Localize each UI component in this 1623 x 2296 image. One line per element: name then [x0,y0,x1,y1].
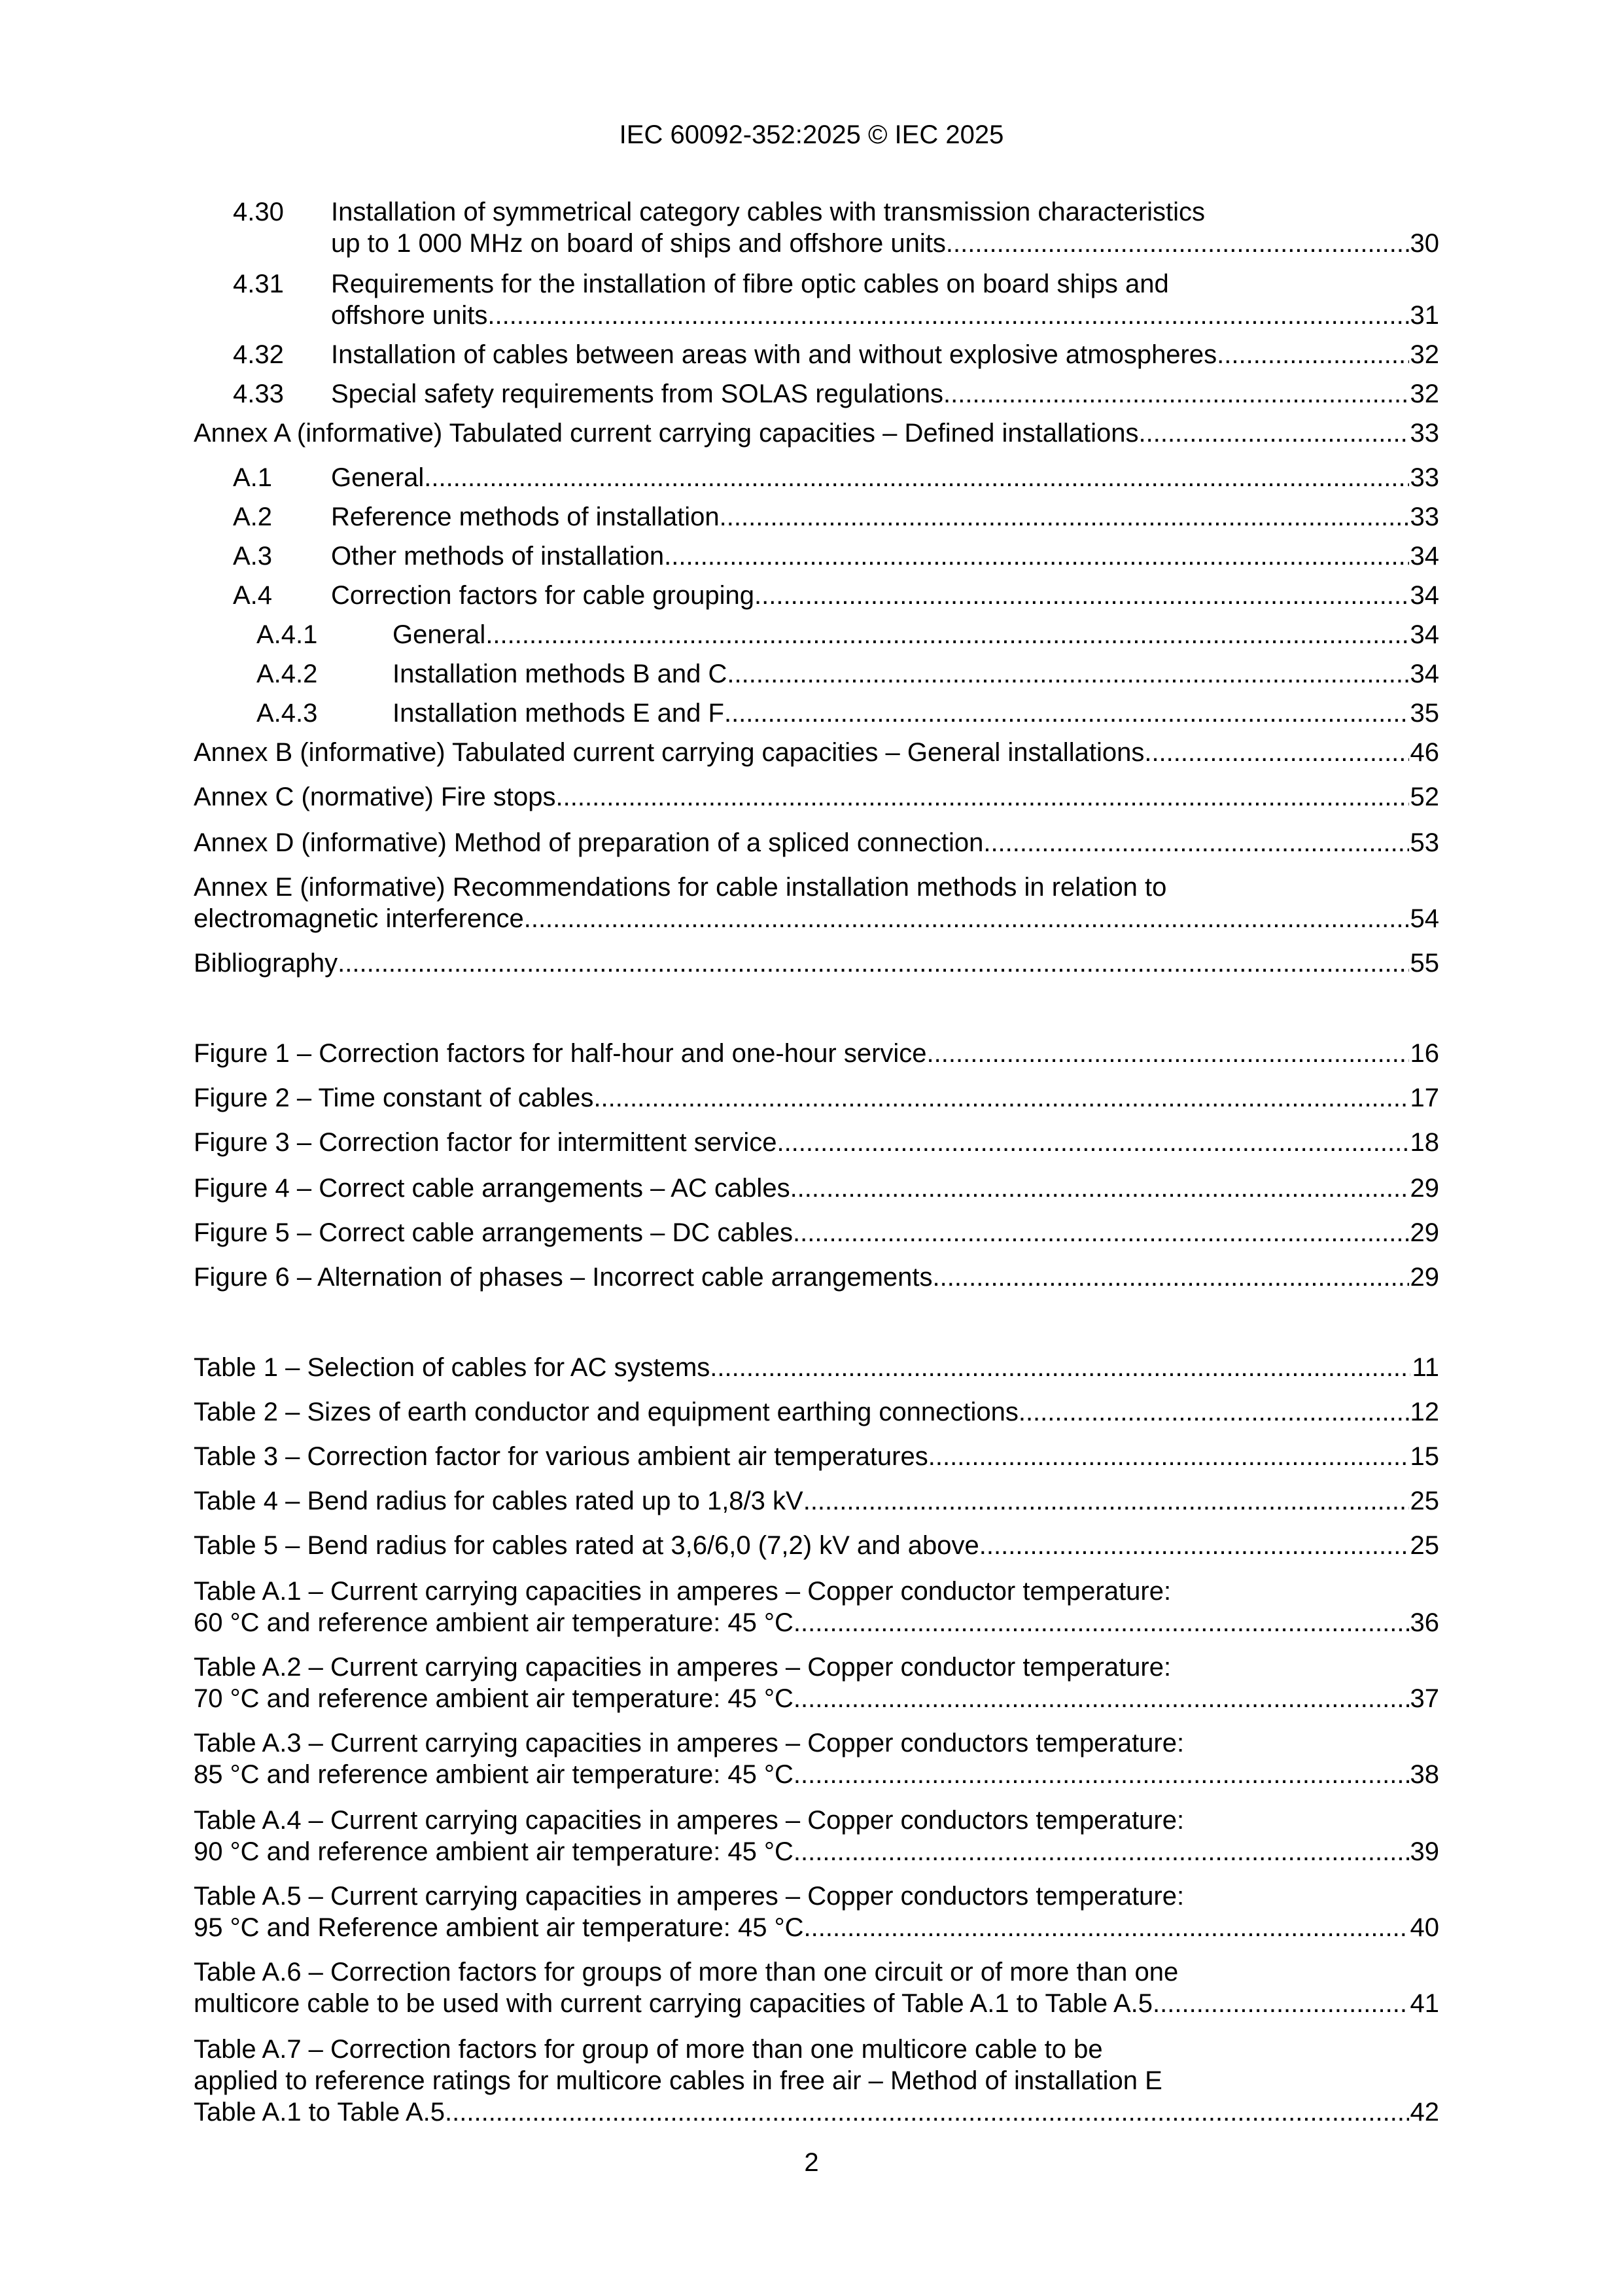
toc-entry-annex-b[interactable] [194,734,1439,771]
entry-title-line: Table 2 – Sizes of earth conductor and equipment earthing connections [194,1398,1019,1426]
entry-title-line: Table A.5 – Current carrying capacities in amperes – Copper conductors temperature: [194,1882,1185,1911]
entry-title-line: Table 4 – Bend radius for cables rated up to 1,8/3 kV [194,1487,803,1515]
entry-title-line: up to 1 000 MHz on board of ships and offshore units [331,229,946,258]
dot-leader [794,1680,1409,1717]
entry-title-line: electromagnetic interference [194,904,524,933]
section-number: 4.33 [233,380,284,408]
entry-title-line: 70 °C and reference ambient air temperature: 45 °C [194,1684,794,1713]
dot-leader [727,656,1408,692]
toc-entry-bibliography[interactable] [194,945,1439,981]
dot-leader [928,1438,1409,1475]
entry-title-line: Table A.6 – Correction factors for groups of more than one circuit or of more than one [194,1958,1179,1987]
dot-leader [485,616,1408,653]
page-ref: 29 [1410,1263,1439,1292]
entry-title-line: Table 3 – Correction factor for various ambient air temperatures [194,1442,928,1471]
toc-entry-table[interactable] [194,1438,1439,1475]
page-number: 2 [804,2148,819,2177]
entry-title-line: Table A.2 – Current carrying capacities in amperes – Copper conductor temperature: [194,1653,1172,1682]
toc-entry-table[interactable] [194,1527,1439,1564]
entry-title-line: multicore cable to be used with current carrying capacities of Table A.1 to Table A.5 [194,1989,1153,2018]
toc-entry-figure[interactable] [194,1080,1439,1116]
entry-title-line: Table 5 – Bend radius for cables rated at 3,6/6,0 (7,2) kV and above [194,1531,979,1560]
entry-title-line: Figure 1 – Correction factors for half-hour and one-hour service [194,1039,927,1068]
section-number: 4.30 [233,198,284,226]
toc-entry-annex-d[interactable] [194,824,1439,861]
page-ref: 42 [1410,2098,1439,2127]
entry-title-line: Annex E (informative) Recommendations for cable installation methods in relation to [194,873,1167,902]
section-number: A.4 [233,581,273,610]
toc-entry-annex-c[interactable] [194,779,1439,815]
dot-leader [556,779,1409,815]
page-ref: 31 [1410,301,1439,330]
dot-leader [803,1909,1408,1946]
page-ref: 46 [1410,738,1439,767]
section-number: A.1 [233,463,273,492]
page-ref: 34 [1410,581,1439,610]
dot-leader [790,1170,1409,1207]
toc-entry-table[interactable] [194,2031,1439,2136]
entry-title-line: 60 °C and reference ambient air temperature: 45 °C [194,1608,794,1637]
entry-title-line: Table A.1 – Current carrying capacities in amperes – Copper conductor temperature: [194,1577,1172,1606]
page-ref: 35 [1410,699,1439,728]
page-ref: 32 [1410,340,1439,369]
dot-leader [946,225,1409,262]
section-number: 4.31 [233,270,284,298]
page-ref: 33 [1410,503,1439,531]
page-ref: 33 [1410,419,1439,448]
toc-entry-4-32[interactable] [194,336,1439,373]
dot-leader [338,945,1408,981]
page-ref: 34 [1410,660,1439,688]
toc-entry-a-4-3[interactable] [194,695,1439,732]
dot-leader [803,1483,1409,1519]
page-ref: 33 [1410,463,1439,492]
entry-title-line: Annex B (informative) Tabulated current carrying capacities – General installations [194,738,1145,767]
toc-entry-a-3[interactable] [194,538,1439,574]
section-number: 4.32 [233,340,284,369]
section-number: A.4.3 [256,699,318,728]
entry-title-line: Table A.3 – Current carrying capacities in amperes – Copper conductors temperature: [194,1729,1185,1757]
entry-title-line: offshore units [331,301,488,330]
dot-leader [445,2094,1408,2130]
entry-title-line: Annex C (normative) Fire stops [194,783,556,811]
page-ref: 40 [1410,1913,1439,1942]
entry-title-line: General. [331,463,432,492]
page-ref: 30 [1410,229,1439,258]
page-ref: 54 [1410,904,1439,933]
dot-leader [1138,415,1408,451]
entry-title-line: Figure 5 – Correct cable arrangements – DC cables [194,1218,793,1247]
dot-leader [794,1833,1409,1870]
page-ref: 16 [1410,1039,1439,1068]
page-ref: 34 [1410,620,1439,649]
entry-title-line: Table A.4 – Current carrying capacities in amperes – Copper conductors temperature: [194,1806,1185,1835]
entry-title-line: Installation methods E and F [393,699,724,728]
dot-leader [933,1259,1409,1296]
toc-entry-figure[interactable] [194,1124,1439,1161]
entry-title-line: Table 1 – Selection of cables for AC systems [194,1353,710,1382]
page-ref: 34 [1410,542,1439,571]
dot-leader [1019,1394,1409,1430]
toc-entry-table[interactable] [194,1573,1439,1646]
dot-leader [943,376,1409,412]
section-number: A.4.1 [256,620,318,649]
dot-leader [794,1756,1409,1793]
dot-leader [927,1035,1409,1072]
entry-title-line: Other methods of installation [331,542,665,571]
section-number: A.3 [233,542,273,571]
dot-leader [724,695,1409,732]
dot-leader [720,499,1409,535]
dot-leader [794,1604,1409,1641]
entry-title-line: Annex D (informative) Method of preparation of a spliced connection [194,828,984,857]
toc-entry-figure[interactable] [194,1259,1439,1296]
toc-entry-figure[interactable] [194,1035,1439,1072]
dot-leader [664,538,1408,574]
toc-entry-table[interactable] [194,1483,1439,1519]
page-ref: 55 [1410,949,1439,978]
toc-entry-table[interactable] [194,1725,1439,1798]
page-ref: 11 [1412,1353,1439,1382]
page-ref: 25 [1410,1487,1439,1515]
dot-leader [1144,734,1408,771]
section-number: A.2 [233,503,273,531]
toc-entry-annex-e[interactable] [194,869,1439,942]
dot-leader [983,824,1408,861]
page-ref: 29 [1410,1218,1439,1247]
entry-title-line: Figure 4 – Correct cable arrangements – AC cables [194,1174,790,1203]
toc-entry-table[interactable] [194,1954,1439,2027]
entry-title-line: Table A.1 to Table A.5 [194,2098,445,2127]
entry-title-line: Reference methods of installation [331,503,720,531]
toc-entry-a-4-2[interactable] [194,656,1439,692]
entry-title-line: Table A.7 – Correction factors for group of more than one multicore cable to be [194,2035,1103,2064]
toc-entry-4-31[interactable] [194,266,1439,339]
toc-entry-a-2[interactable] [194,499,1439,535]
dot-leader [524,900,1409,937]
page-ref: 38 [1410,1760,1439,1789]
section-number: A.4.2 [256,660,318,688]
page-ref: 32 [1410,380,1439,408]
dot-leader [487,297,1408,334]
toc-entry-4-30[interactable] [194,194,1439,267]
toc-entry-table[interactable] [194,1649,1439,1722]
page-header: IEC 60092-352:2025 © IEC 2025 [619,120,1004,149]
page-ref: 18 [1410,1128,1439,1157]
entry-title-line: Special safety requirements from SOLAS regulations [331,380,943,408]
toc-entry-table[interactable] [194,1802,1439,1875]
entry-title-line: Requirements for the installation of fibre optic cables on board ships and [331,270,1169,298]
page-ref: 36 [1410,1608,1439,1637]
page-ref: 17 [1410,1084,1439,1112]
toc-entry-figure[interactable] [194,1170,1439,1207]
toc-entry-a-4[interactable] [194,577,1439,614]
entry-title-line: 85 °C and reference ambient air temperature: 45 °C [194,1760,794,1789]
toc-entry-figure[interactable] [194,1214,1439,1251]
dot-leader [754,577,1409,614]
dot-leader [593,1080,1408,1116]
entry-title-line: applied to reference ratings for multicore cables in free air – Method of installation E [194,2066,1162,2095]
entry-title-line: Annex A (informative) Tabulated current carrying capacities – Defined installations [194,419,1139,448]
entry-title-line: Installation of symmetrical category cables with transmission characteristics [331,198,1206,226]
toc-entry-table[interactable] [194,1349,1439,1386]
entry-title-line: Figure 6 – Alternation of phases – Incorrect cable arrangements [194,1263,933,1292]
toc-entry-a-1[interactable] [194,459,1439,496]
page-ref: 39 [1410,1837,1439,1866]
page-ref: 29 [1410,1174,1439,1203]
entry-title-line: 95 °C and Reference ambient air temperature: 45 °C [194,1913,804,1942]
page-ref: 15 [1410,1442,1439,1471]
entry-title-line: Figure 3 – Correction factor for intermittent service [194,1128,777,1157]
toc-entry-4-33[interactable] [194,376,1439,412]
entry-title-line: Correction factors for cable grouping [331,581,754,610]
toc-entry-annex-a[interactable] [194,415,1439,451]
dot-leader [979,1527,1409,1564]
dot-leader [793,1214,1409,1251]
page-ref: 12 [1410,1398,1439,1426]
entry-title-line: Installation of cables between areas with and without explosive atmospheres [331,340,1217,369]
dot-leader [431,459,1408,496]
toc-entry-table[interactable] [194,1394,1439,1430]
dot-leader [777,1124,1408,1161]
entry-title-line: General [393,620,486,649]
toc-entry-a-4-1[interactable] [194,616,1439,653]
page-ref: 53 [1410,828,1439,857]
dot-leader [1217,336,1408,373]
entry-title-line: Installation methods B and C [393,660,727,688]
entry-title-line: Figure 2 – Time constant of cables [194,1084,594,1112]
page-ref: 52 [1410,783,1439,811]
dot-leader [710,1349,1410,1386]
entry-title-line: Bibliography [194,949,338,978]
page-ref: 37 [1410,1684,1439,1713]
dot-leader [1153,1985,1408,2022]
entry-title-line: 90 °C and reference ambient air temperature: 45 °C [194,1837,794,1866]
page-ref: 25 [1410,1531,1439,1560]
page-ref: 41 [1410,1989,1439,2018]
toc-entry-table[interactable] [194,1878,1439,1951]
